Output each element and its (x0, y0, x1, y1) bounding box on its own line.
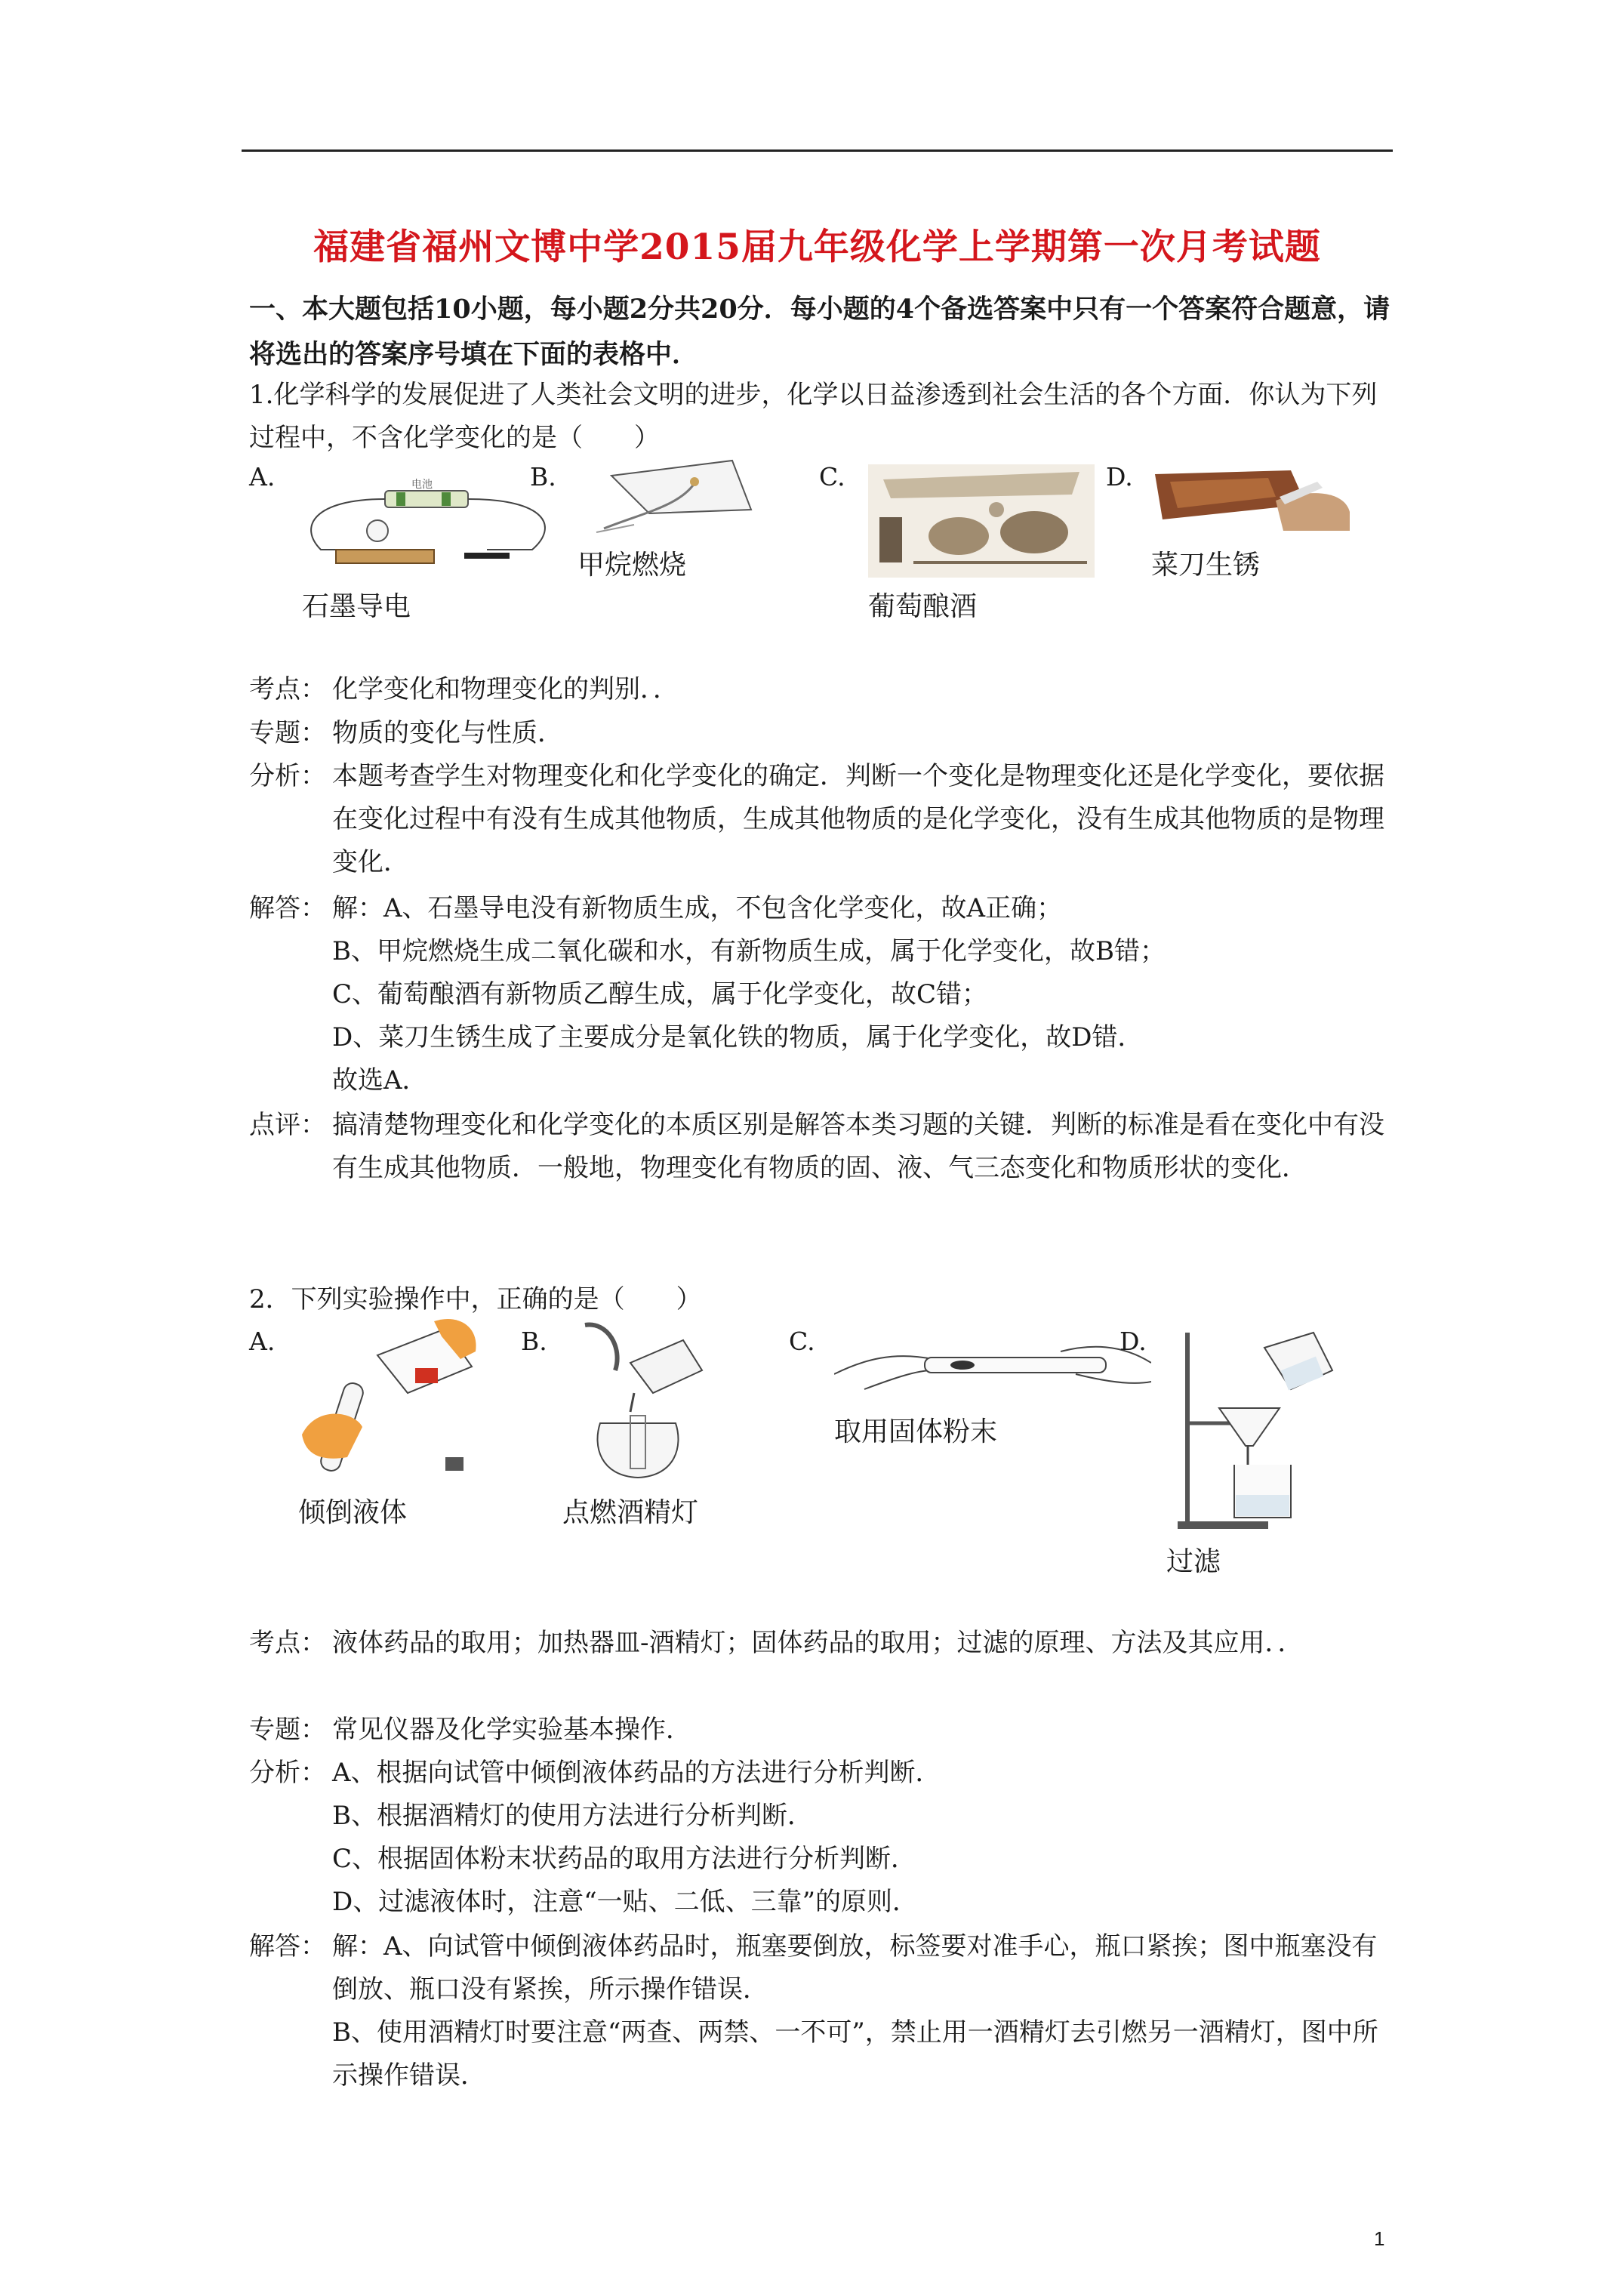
q2-option-c-figure (834, 1329, 1151, 1401)
zhuanti-label: 专题： (249, 718, 326, 748)
kaodian-text: 液体药品的取用；加热器皿-酒精灯；固体药品的取用；过滤的原理、方法及其应用．． (332, 1628, 1304, 1658)
q1-option-d-label: D. (1106, 462, 1133, 492)
fenxi-line: B、根据酒精灯的使用方法进行分析判断． (332, 1801, 813, 1831)
q1-jieda (249, 887, 1393, 1102)
q1-option-a-label: A. (249, 462, 276, 492)
jieda-line: 解：A、石墨导电没有新物质生成，不包含化学变化，故A正确； (332, 893, 1063, 923)
kaodian-text: 化学变化和物理变化的判别．． (332, 674, 679, 704)
fenxi-line: A、根据向试管中倾倒液体药品的方法进行分析判断． (332, 1758, 941, 1788)
battery-text: 电池 (411, 479, 433, 491)
q1-option-c-figure (868, 464, 1095, 578)
kaodian-label: 考点： (249, 674, 326, 704)
fenxi-text: 本题考查学生对物理变化和化学变化的确定．判断一个变化是物理变化还是化学变化，要依据在变化过程中有没有生成其他物质，生成其他物质的是化学变化，没有生成其他物质的是物理变化． (332, 761, 1384, 877)
q1-fenxi (249, 755, 1393, 884)
jieda-line: B、使用酒精灯时要注意“两查、两禁、一不可”，禁止用一酒精灯去引燃另一酒精灯，图中所示操作错误． (332, 2017, 1378, 2091)
jieda-line: C、葡萄酿酒有新物质乙醇生成，属于化学变化，故C错； (332, 979, 988, 1009)
q1-option-d-caption: 菜刀生锈 (1151, 550, 1261, 581)
q1-option-b-caption: 甲烷燃烧 (577, 550, 687, 581)
q2-option-b-figure (562, 1318, 713, 1484)
q2-option-b-caption: 点燃酒精灯 (562, 1497, 699, 1528)
methane-burning-figure (581, 453, 762, 544)
taking-solid-powder-figure (834, 1329, 1151, 1401)
q1-dianping (249, 1104, 1393, 1190)
fenxi-label: 分析： (249, 1758, 326, 1788)
q1-zhuanti (249, 712, 1393, 755)
q1-option-b-figure (581, 453, 762, 544)
q1-option-c-label: C. (819, 462, 845, 492)
q1-option-d-figure (1155, 467, 1351, 535)
graphite-circuit-figure (298, 474, 559, 580)
q2-option-d-label: D. (1119, 1327, 1147, 1356)
header-rule (242, 149, 1393, 152)
jieda-line: 故选A． (332, 1065, 428, 1096)
fenxi-line: C、根据固体粉末状药品的取用方法进行分析判断． (332, 1844, 917, 1874)
filtration-figure (1163, 1325, 1344, 1536)
q1-kaodian (249, 668, 1393, 711)
q2-kaodian (249, 1622, 1393, 1665)
wine-making-figure (868, 464, 1095, 578)
q2-option-a-caption: 倾倒液体 (298, 1497, 408, 1528)
dianping-text: 搞清楚物理变化和化学变化的本质区别是解答本类习题的关键．判断的标准是看在变化中有没有生成其他物质．一般地，物理变化有物质的固、液、气三态变化和物质形状的变化． (332, 1110, 1384, 1183)
pouring-liquid-figure (294, 1314, 491, 1480)
question-1-stem: 1.化学科学的发展促进了人类社会文明的进步，化学以日益渗透到社会生活的各个方面．你认为下列过程中，不含化学变化的是（ ） (249, 380, 1378, 453)
zhuanti-label: 专题： (249, 1715, 326, 1745)
rusty-knife-figure (1155, 467, 1351, 535)
jieda-label: 解答： (249, 893, 326, 923)
jieda-label: 解答： (249, 1931, 326, 1962)
q2-option-b-label: B. (521, 1327, 547, 1356)
q2-option-a-figure (294, 1314, 491, 1480)
q2-option-d-caption: 过滤 (1166, 1546, 1221, 1577)
q2-option-c-caption: 取用固体粉末 (834, 1416, 998, 1447)
q1-option-c-caption: 葡萄酿酒 (868, 591, 978, 622)
jieda-line: D、菜刀生锈生成了主要成分是氧化铁的物质，属于化学变化，故D错． (332, 1022, 1144, 1052)
q2-fenxi (249, 1752, 1393, 1924)
q2-option-a-label: A. (249, 1327, 276, 1356)
q2-option-d-figure (1163, 1325, 1344, 1536)
jieda-line: B、甲烷燃烧生成二氧化碳和水，有新物质生成，属于化学变化，故B错； (332, 936, 1166, 966)
q1-option-a-figure (298, 474, 559, 580)
zhuanti-text: 常见仪器及化学实验基本操作． (332, 1715, 691, 1745)
fenxi-line: D、过滤液体时，注意“一贴、二低、三靠”的原则． (332, 1887, 919, 1917)
dianping-label: 点评： (249, 1110, 326, 1140)
q2-option-c-label: C. (789, 1327, 815, 1356)
page-title: 福建省福州文博中学2015届九年级化学上学期第一次月考试题 (313, 227, 1321, 268)
q2-zhuanti (249, 1709, 1393, 1752)
section-instructions: 一、本大题包括10小题，每小题2分共20分．每小题的4个备选答案中只有一个答案符合题意，请将选出的答案序号填在下面的表格中． (249, 294, 1390, 370)
q1-option-b-label: B. (530, 462, 556, 492)
zhuanti-text: 物质的变化与性质． (332, 718, 563, 748)
q1-option-a-caption: 石墨导电 (302, 591, 411, 622)
q2-jieda (249, 1925, 1393, 2097)
question-2-stem: 2．下列实验操作中，正确的是（ ） (249, 1284, 702, 1314)
lighting-alcohol-lamp-figure (562, 1318, 713, 1484)
fenxi-label: 分析： (249, 761, 326, 791)
kaodian-label: 考点： (249, 1628, 326, 1658)
page-number: 1 (1374, 2227, 1385, 2250)
jieda-line: 解：A、向试管中倾倒液体药品时，瓶塞要倒放，标签要对准手心，瓶口紧挨；图中瓶塞没有倒放、瓶口没有紧挨，所示操作错误． (332, 1931, 1378, 2005)
